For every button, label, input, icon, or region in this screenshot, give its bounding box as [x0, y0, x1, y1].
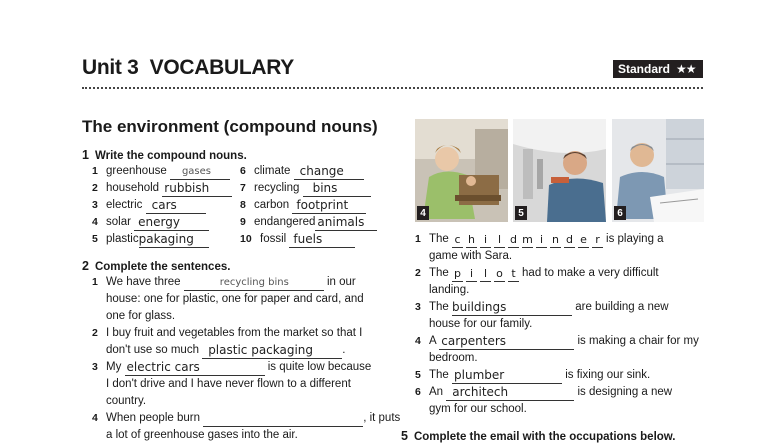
text-line: house for our family.	[429, 318, 533, 330]
letter-slot[interactable]: d	[564, 233, 575, 248]
text-line: landing.	[429, 284, 470, 296]
answer-field[interactable]: footprint	[292, 198, 366, 214]
list-item: 4 A carpenters is making a chair for my	[415, 334, 699, 348]
unit-heading: VOCABULARY	[149, 56, 295, 79]
list-item: 1 The c h i l d m i n d e r is playing a	[415, 233, 664, 246]
ex1-heading	[82, 148, 247, 162]
letter-slot[interactable]: o	[494, 267, 505, 282]
letter-slot[interactable]: p	[452, 267, 463, 282]
photo-label: 6	[614, 206, 626, 220]
letter-slot[interactable]: r	[592, 233, 603, 248]
list-item: 3 electric cars	[92, 197, 252, 214]
text-line: country.	[106, 395, 147, 407]
answer-field[interactable]: change	[294, 164, 364, 180]
list-item: 10 fossil fuels	[240, 231, 390, 248]
header-divider	[82, 87, 703, 89]
text-line: bedroom.	[429, 352, 478, 364]
letter-slot[interactable]: l	[494, 233, 505, 248]
letter-dashes[interactable]	[452, 233, 606, 245]
list-item: 3 The buildings are building a new	[415, 300, 669, 314]
answer-field[interactable]: bins	[303, 181, 371, 197]
answer-field[interactable]: recycling bins	[184, 275, 324, 291]
ex2-number: 2	[82, 259, 89, 273]
badge-label: Standard	[618, 62, 671, 76]
list-item: 4 When people burn , it puts	[92, 410, 392, 427]
answer-field[interactable]: pakaging	[139, 232, 209, 248]
list-item: 5 The plumber is fixing our sink.	[415, 368, 651, 382]
list-item: 9 endangered animals	[240, 214, 390, 231]
list-item: 7 recycling bins	[240, 180, 390, 197]
photo-label: 5	[515, 206, 527, 220]
list-item: 2 The p i l o t had to make a very difficult	[415, 267, 659, 280]
letter-slot[interactable]: n	[550, 233, 561, 248]
answer-field[interactable]: fuels	[289, 232, 355, 248]
answer-field[interactable]: electric cars	[125, 360, 265, 376]
letter-slot[interactable]: d	[508, 233, 519, 248]
text-line: game with Sara.	[429, 250, 513, 262]
list-item: 1 greenhouse gases	[92, 163, 252, 180]
list-item: 5 plastic pakaging	[92, 231, 252, 248]
ex2-sentences	[92, 274, 401, 444]
star-icon: ★★	[676, 62, 696, 76]
letter-slot[interactable]: t	[508, 267, 519, 282]
ex1-col-right	[240, 163, 390, 248]
letter-slot[interactable]: m	[522, 233, 533, 246]
photo-architect-panel	[612, 119, 704, 222]
ex1-instruction: Write the compound nouns.	[94, 150, 247, 162]
list-item: 6 climate change	[240, 163, 390, 180]
text-line: house: one for plastic, one for paper and card, and	[106, 293, 364, 305]
list-item: 2 I buy fruit and vegetables from the market so that I	[92, 327, 363, 339]
text-line: gym for our school.	[429, 403, 527, 415]
text-line: I don't drive and I have never flown to a different	[106, 378, 351, 390]
text-line: don't use so much plastic packaging .	[106, 343, 346, 357]
answer-field[interactable]: energy	[134, 215, 209, 231]
answer-field[interactable]: carpenters	[439, 334, 574, 350]
ex5-number: 5	[401, 429, 408, 443]
letter-slot[interactable]: i	[480, 233, 491, 248]
text-line: one for glass.	[106, 310, 176, 322]
ex2-heading	[82, 259, 230, 273]
answer-field[interactable]	[203, 411, 363, 427]
letter-slot[interactable]: l	[480, 267, 491, 282]
photo-label: 4	[417, 206, 429, 220]
letter-slot[interactable]: c	[452, 233, 463, 248]
list-item: 1 We have three recycling bins in our	[92, 274, 392, 291]
text-line: a lot of greenhouse gases into the air.	[106, 429, 298, 441]
letter-slot[interactable]: i	[536, 233, 547, 248]
letter-slot[interactable]: h	[466, 233, 477, 248]
level-badge	[613, 60, 703, 78]
ex3-sentences	[415, 231, 715, 418]
ex5-instruction: Complete the email with the occupations below.	[413, 431, 676, 443]
ex2-instruction: Complete the sentences.	[94, 261, 231, 273]
photo-childminder	[415, 119, 508, 222]
list-item: 4 solar energy	[92, 214, 252, 231]
answer-field[interactable]: buildings	[452, 300, 572, 316]
list-item: 8 carbon footprint	[240, 197, 390, 214]
letter-slot[interactable]: i	[466, 267, 477, 282]
letter-slot[interactable]: e	[578, 233, 589, 248]
ex1-number: 1	[82, 148, 89, 162]
letter-dashes[interactable]	[452, 267, 522, 279]
section-title: The environment (compound nouns)	[82, 117, 378, 136]
ex1-col-left	[92, 163, 252, 248]
answer-field[interactable]: gases	[170, 164, 230, 180]
answer-field[interactable]: cars	[146, 198, 206, 214]
answer-field[interactable]: rubbish	[162, 181, 232, 197]
list-item: 3 My electric cars is quite low because	[92, 360, 372, 374]
answer-field[interactable]: plumber	[452, 368, 562, 384]
answer-field[interactable]: plastic packaging	[202, 343, 342, 359]
unit-number: Unit 3	[82, 56, 139, 79]
photo-plumber-panel	[513, 119, 606, 222]
list-item: 2 household rubbish	[92, 180, 252, 197]
list-item: 6 An architech is designing a new	[415, 385, 673, 399]
unit-title	[82, 56, 294, 80]
answer-field[interactable]: animals	[315, 215, 377, 231]
answer-field[interactable]: architech	[446, 385, 574, 401]
